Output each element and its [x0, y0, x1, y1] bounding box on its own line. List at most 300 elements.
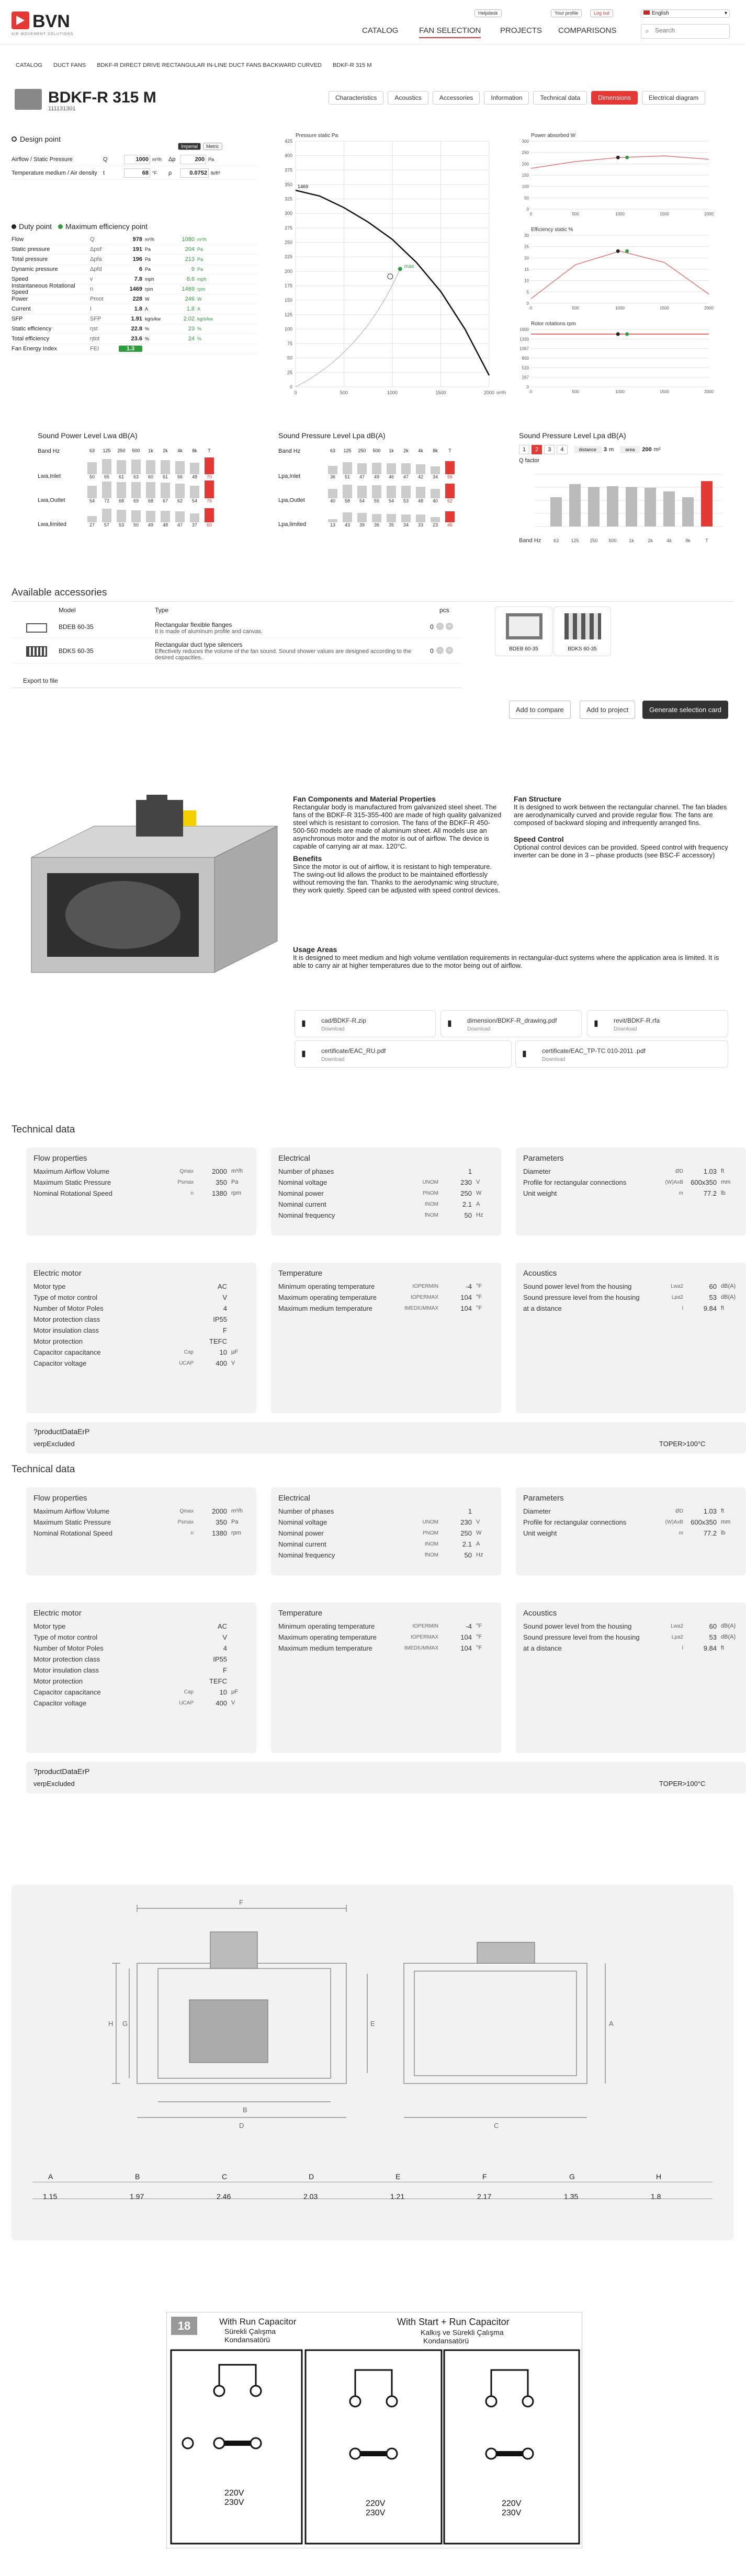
spec-symbol: Lwa2: [671, 1623, 683, 1629]
distance-input[interactable]: 3: [604, 446, 607, 453]
sound-bar: [387, 486, 396, 498]
x-tick-label: 1000: [615, 390, 625, 394]
spec-unit: ft: [721, 1305, 725, 1311]
sound-cell: [187, 513, 202, 528]
spec-row: [33, 1303, 249, 1314]
duty-symbol: v: [90, 276, 93, 282]
tab-acoustics[interactable]: Acoustics: [388, 91, 428, 105]
spec-value: F: [223, 1326, 227, 1334]
duty-value: 1.91: [131, 316, 142, 322]
sound-value: 55: [374, 498, 379, 503]
profile-button[interactable]: Your profile: [551, 9, 582, 17]
sound-value: 48: [417, 498, 423, 503]
sound-bar: [87, 486, 97, 498]
download-item[interactable]: [587, 1010, 728, 1037]
sound-bar: [117, 482, 126, 498]
sound-value: 46: [388, 474, 394, 479]
sound-bar: [131, 482, 141, 498]
duty-point-panel: [12, 222, 257, 354]
spec-value: 1.03: [703, 1167, 717, 1175]
sound-cell: [202, 480, 217, 503]
language-select[interactable]: [641, 9, 730, 18]
max-value: 8.6: [186, 276, 195, 282]
spec-symbol: (W)AxB: [665, 1180, 683, 1185]
y-tick-label: 125: [284, 312, 292, 317]
sound-value: 49: [148, 522, 153, 528]
spec-symbol: m: [679, 1530, 683, 1536]
sound-cell: [369, 463, 384, 479]
dimension-letter: B: [135, 2172, 140, 2181]
spec-symbol: ØD: [675, 1169, 683, 1174]
voltage-label: 220V: [502, 2499, 522, 2508]
sound-row-label: Lwa,limited: [38, 521, 67, 528]
y-tick-label: 425: [284, 139, 292, 144]
spec-value: V: [222, 1293, 227, 1301]
y-tick-label: 300: [284, 211, 292, 216]
accessory-thumb[interactable]: [495, 606, 552, 656]
spec-unit: A: [476, 1541, 480, 1547]
max-efficiency-point: [398, 267, 402, 271]
download-item[interactable]: [295, 1010, 436, 1037]
temperature-label: Temperature medium / Air density: [12, 169, 97, 176]
voltage-label: 220V: [224, 2489, 244, 2498]
spec-value: 50: [464, 1551, 472, 1559]
max-value: 9: [191, 266, 195, 272]
duty-table: [12, 235, 257, 354]
info-heading: Benefits: [293, 854, 322, 863]
temperature-input[interactable]: 68: [124, 168, 150, 178]
nav-fan-selection[interactable]: FAN SELECTION: [419, 26, 481, 38]
band-tick: 2k: [648, 538, 653, 543]
y-tick-label: 1333: [519, 337, 529, 342]
spec-row: [33, 1347, 249, 1358]
accessory-thumb[interactable]: [553, 606, 611, 656]
info-text: Since the motor is out of airflow, it is resistant to high temperature. The swing-out lid allows the product to be maintained effortlessly without removing the fan. Thanks to the aerodynamic wing structure, they work quietly. Speed can be adjusted with speed control devices.: [293, 863, 500, 894]
spec-unit: Pa: [231, 1519, 239, 1525]
x-tick-label: 500: [572, 212, 579, 216]
language-label: English: [652, 10, 669, 16]
sound-bar: [190, 513, 199, 522]
y-tick-label: 0: [289, 384, 292, 390]
spec-value: 600x350: [691, 1518, 717, 1526]
spec-value: 4: [223, 1304, 227, 1312]
spec-row: [523, 1166, 739, 1177]
tab-characteristics[interactable]: Characteristics: [329, 91, 383, 105]
sound-bar: [445, 511, 455, 522]
sound-pressure-panel: [278, 431, 467, 530]
duty-marker: [616, 249, 620, 253]
spec-unit: dB(A): [721, 1623, 736, 1629]
spec-symbol: Lwa2: [671, 1284, 683, 1289]
download-item[interactable]: [295, 1040, 512, 1068]
spec-unit: Hz: [476, 1212, 483, 1218]
band-col: 1k: [389, 448, 394, 453]
spec-label: Sound power level from the housing: [523, 1622, 632, 1630]
sound-row-label: Lwa,Inlet: [38, 473, 61, 479]
sound-value: 53: [118, 522, 124, 528]
sound-cell: [129, 460, 143, 479]
sound-bar: [190, 463, 199, 474]
max-value: 246: [185, 296, 195, 302]
duty-label: Instantaneous Rotational Speed: [12, 283, 75, 295]
spec-unit: rpm: [231, 1530, 241, 1536]
spec-label: Profile for rectangular connections: [523, 1178, 627, 1186]
spec-unit: [227, 1292, 249, 1303]
duty-row: [12, 294, 257, 304]
spec-row: [33, 1528, 249, 1539]
spec-unit: mm: [721, 1519, 731, 1525]
sound-value: 56: [177, 474, 183, 479]
plus-icon[interactable]: +: [446, 647, 453, 654]
sound-bar: [343, 485, 352, 498]
technical-data-title: Technical data: [12, 1124, 75, 1135]
spec-value: 9.84: [703, 1304, 717, 1312]
dimension-value: 1.8: [651, 2192, 661, 2201]
search-input[interactable]: [655, 27, 726, 34]
radio-icon[interactable]: [12, 136, 17, 142]
duty-unit: Pa: [145, 247, 151, 252]
add-to-project-button[interactable]: Add to project: [580, 701, 635, 719]
wiring-left-sub: Sürekli Çalışma: [224, 2327, 276, 2335]
col-pcs: pcs: [439, 606, 449, 614]
max-unit: rpm: [197, 287, 206, 292]
info-usage: [293, 945, 727, 969]
spec-label: Maximum medium temperature: [278, 1304, 372, 1312]
breadcrumb-catalog[interactable]: CATALOG: [16, 62, 42, 68]
sound-bar: [117, 460, 126, 474]
band-col: 1k: [148, 448, 153, 453]
spec-value: 250: [460, 1189, 472, 1197]
max-value: 23: [188, 326, 195, 332]
sound-bar: [357, 486, 367, 498]
spec-symbol: tMEDIUMMAX: [404, 1645, 438, 1651]
sound-bar: [357, 513, 367, 522]
logo-text: BVN: [32, 12, 70, 31]
info-right: [514, 795, 728, 859]
duty-unit: m³/h: [145, 237, 154, 242]
band-tick: 1k: [629, 538, 634, 543]
spec-unit: dB(A): [721, 1294, 736, 1300]
spec-label: Nominal current: [278, 1200, 326, 1208]
logout-button[interactable]: Log out: [590, 9, 613, 17]
nav-projects[interactable]: PROJECTS: [500, 26, 542, 35]
sound-value: 76: [206, 498, 212, 503]
spec-symbol: UCAP: [179, 1700, 194, 1706]
duty-unit: W: [145, 296, 150, 302]
voltage-label: 230V: [502, 2509, 522, 2517]
sound-value: 62: [447, 498, 453, 503]
sound-cell: [99, 482, 114, 503]
spec-value: 77.2: [703, 1529, 717, 1537]
spec-value: IP55: [213, 1315, 227, 1323]
silencer-image: [564, 613, 601, 639]
spec-label: Number of phases: [278, 1167, 334, 1175]
y-tick-label: 175: [284, 283, 292, 289]
sound-value: 40: [330, 498, 335, 503]
duty-row: [12, 255, 257, 265]
flange-image: [506, 613, 542, 639]
page-title: BDKF-R 315 M: [48, 89, 156, 106]
room-tab-2[interactable]: 2: [532, 445, 542, 454]
unit-metric-toggle[interactable]: Metric: [203, 143, 222, 150]
sound-value: 49: [374, 474, 379, 479]
max-marker: [625, 156, 629, 159]
tab-electrical-diagram[interactable]: Electrical diagram: [642, 91, 705, 105]
spec-label: at a distance: [523, 1644, 562, 1652]
y-tick-label: 267: [522, 375, 529, 380]
band-tick: 63: [553, 538, 559, 543]
sound-bar: [161, 511, 170, 522]
minus-icon[interactable]: −: [436, 647, 444, 654]
download-item[interactable]: [515, 1040, 728, 1068]
duty-symbol: SFP: [90, 316, 101, 322]
spec-label: Nominal Rotational Speed: [33, 1529, 113, 1537]
download-name: dimension/BDKF-R_drawing.pdf: [467, 1017, 557, 1024]
spec-label: Nominal voltage: [278, 1178, 327, 1186]
tab-dimensions[interactable]: Dimensions: [591, 91, 638, 105]
duty-unit: Pa: [145, 257, 151, 262]
sound-cell: [428, 466, 443, 479]
spec-label: Motor type: [33, 1622, 66, 1630]
spec-value: 53: [709, 1293, 717, 1301]
sound-cell: [369, 485, 384, 503]
spec-unit: V: [476, 1179, 480, 1185]
max-marker: [625, 333, 629, 336]
spec-value: 1.03: [703, 1507, 717, 1515]
nav-catalog[interactable]: CATALOG: [362, 26, 399, 35]
sound-bar: [131, 510, 141, 522]
spec-unit: Hz: [476, 1552, 483, 1558]
spec-label: Motor protection class: [33, 1315, 100, 1323]
sound-cell: [399, 486, 413, 503]
spec-row: [33, 1188, 249, 1199]
sound-bar: [161, 460, 170, 474]
spec-unit: °F: [476, 1294, 482, 1300]
spec-row: [278, 1643, 494, 1654]
band-col: 250: [358, 448, 366, 453]
spec-symbol: INOM: [424, 1541, 438, 1547]
distance-unit: m: [609, 446, 614, 453]
band-col: 4k: [177, 448, 183, 453]
spec-row: [33, 1336, 249, 1347]
y-tick-label: 225: [284, 254, 292, 260]
spec-value: 350: [216, 1518, 227, 1526]
sound-row-label: Lpa,Outlet: [278, 497, 305, 503]
erp-panel: [26, 1422, 746, 1453]
sound-bar: [102, 509, 111, 522]
spec-value: 230: [460, 1178, 472, 1186]
room-tab-1[interactable]: 1: [519, 445, 529, 454]
accessory-model: BDEB 60-35: [59, 623, 94, 631]
tab-accessories[interactable]: Accessories: [433, 91, 480, 105]
dimension-value: 1.97: [130, 2192, 144, 2201]
area-input[interactable]: 200: [642, 446, 652, 453]
sound-bar: [607, 486, 618, 526]
accessory-pcs[interactable]: 0: [430, 647, 434, 655]
spec-label: Motor protection: [33, 1337, 83, 1345]
y-tick-label: 1067: [519, 346, 529, 351]
spec-label: Sound pressure level from the housing: [523, 1293, 640, 1301]
spec-symbol: m: [679, 1190, 683, 1196]
spec-unit: µF: [231, 1349, 239, 1355]
static-pressure-input[interactable]: 200: [180, 155, 206, 164]
y-tick-label: 800: [522, 356, 529, 361]
spec-row: [278, 1199, 494, 1210]
duty-marker: [616, 156, 620, 159]
band-label: Band Hz: [38, 448, 60, 454]
logo-subtitle: AIR MOVEMENT SOLUTIONS: [12, 32, 74, 36]
sound-value: 33: [417, 522, 423, 528]
spec-value: 1: [468, 1167, 472, 1175]
file-icon: ▮: [301, 1049, 306, 1058]
spec-row: [33, 1325, 249, 1336]
max-unit: Pa: [197, 257, 204, 262]
info-text: Optional control devices can be provided. Speed control with frequency inverter can be done in 3 – phase products (see BSC-F accessory): [514, 843, 728, 859]
spec-value: 400: [216, 1359, 227, 1367]
spec-row: [278, 1621, 494, 1632]
duty-row: [12, 344, 257, 354]
sound-row: [278, 482, 467, 503]
info-left: [293, 795, 502, 898]
band-col: 500: [132, 448, 140, 453]
spec-label: Number of phases: [278, 1507, 334, 1515]
spec-symbol: Psmax: [177, 1519, 194, 1525]
nav-comparisons[interactable]: COMPARISONS: [558, 26, 617, 35]
y-tick-label: 10: [524, 278, 529, 283]
spec-value: 2.1: [462, 1540, 472, 1548]
density-input[interactable]: 0.0752: [180, 168, 209, 178]
spec-row: [33, 1643, 249, 1654]
y-tick-label: 150: [284, 297, 292, 303]
band-tick: 500: [608, 538, 617, 543]
sound-cell: [399, 463, 413, 479]
spec-row: [278, 1166, 494, 1177]
add-to-compare-button[interactable]: Add to compare: [509, 701, 571, 719]
tab-information[interactable]: Information: [484, 91, 529, 105]
sound-pressure-table: [278, 448, 467, 528]
sound-cell: [325, 519, 340, 528]
sound-bar: [387, 463, 396, 474]
unit-imperial-toggle[interactable]: Imperial: [178, 143, 201, 150]
sound-value: 67: [162, 498, 168, 503]
sound-bar: [401, 463, 411, 474]
sound-cell: [173, 484, 187, 503]
sound-row: [278, 506, 467, 528]
max-value: 204: [185, 246, 195, 253]
spec-unit: [227, 1654, 249, 1665]
wiring-right-title: With Start + Run Capacitor: [397, 2317, 510, 2327]
y-tick-label: 50: [524, 196, 529, 201]
helpdesk-button[interactable]: Helpdesk: [474, 9, 502, 17]
bvn-logo[interactable]: [12, 10, 90, 30]
spec-unit: rpm: [231, 1190, 241, 1196]
sound-value: 56: [447, 474, 453, 479]
plus-icon[interactable]: +: [446, 623, 453, 630]
spec-symbol: INOM: [424, 1201, 438, 1207]
airflow-label: Airflow / Static Pressure: [12, 156, 73, 163]
sound-value: 34: [432, 474, 438, 479]
spec-symbol: tOPERMIN: [412, 1284, 438, 1289]
spec-label: Capacitor voltage: [33, 1699, 87, 1707]
duty-row: [12, 314, 257, 324]
spec-panel: [26, 1602, 256, 1753]
max-unit: Pa: [197, 247, 204, 252]
sound-value: 57: [104, 522, 109, 528]
tab-technical-data[interactable]: Technical data: [533, 91, 587, 105]
dimension-value: 2.03: [303, 2192, 318, 2201]
spec-row: [33, 1698, 249, 1709]
erp-panel: [26, 1762, 746, 1793]
spec-label: Diameter: [523, 1167, 551, 1175]
duty-row: [12, 245, 257, 255]
sound-bar: [343, 512, 352, 522]
search-box[interactable]: [641, 24, 730, 39]
band-tick: 4k: [666, 538, 672, 543]
room-tab-4[interactable]: 4: [557, 445, 567, 454]
spec-label: Capacitor capacitance: [33, 1348, 101, 1356]
x-tick-label: 0: [294, 390, 297, 395]
spec-label: Number of Motor Poles: [33, 1304, 104, 1312]
y-tick-label: 200: [522, 162, 529, 167]
download-label: Download: [321, 1057, 345, 1062]
x-tick-label: 1000: [615, 306, 625, 311]
spec-symbol: l: [682, 1306, 683, 1311]
room-tab-3[interactable]: 3: [544, 445, 555, 454]
sound-value: 54: [191, 498, 197, 503]
duty-label: Power: [12, 296, 28, 302]
download-name: certificate/EAC_TP-TC 010-2011 .pdf: [542, 1047, 646, 1055]
dim-label-d: D: [239, 2122, 244, 2130]
airflow-input[interactable]: 1000: [124, 155, 150, 164]
sound-bar: [431, 466, 440, 474]
duty-value: 23.6: [131, 336, 142, 342]
spec-unit: V: [476, 1519, 480, 1525]
accessory-pcs[interactable]: 0: [430, 623, 434, 631]
spec-label: Type of motor control: [33, 1293, 98, 1301]
accessories-title: Available accessories: [12, 587, 107, 598]
spec-row: [523, 1188, 739, 1199]
export-link[interactable]: Export to file: [23, 677, 58, 684]
product-tabs: [329, 91, 705, 105]
accessory-type: Rectangular flexible flanges: [155, 621, 232, 628]
dim-label-a: A: [609, 2020, 614, 2028]
band-label: Band Hz: [278, 448, 301, 454]
accessory-row: [12, 639, 461, 664]
sound-value: 35: [388, 522, 394, 528]
y-tick-label: 50: [287, 355, 292, 361]
breadcrumb-duct-fans[interactable]: DUCT FANS: [53, 62, 86, 68]
info-heading: Fan Components and Material Properties: [293, 795, 436, 803]
generate-card-button[interactable]: Generate selection card: [642, 701, 728, 719]
duty-row: [12, 284, 257, 294]
sound-cell: [129, 510, 143, 528]
sound-pressure-title: Sound Pressure Level Lpa dB(A): [278, 431, 386, 440]
spec-row: [278, 1303, 494, 1314]
duty-label: Current: [12, 306, 31, 312]
dim-label-f: F: [239, 1898, 243, 1906]
spec-unit: [227, 1621, 249, 1632]
x-tick-label: 1500: [660, 212, 669, 216]
dimension-value: 2.17: [477, 2192, 492, 2201]
download-item[interactable]: [440, 1010, 582, 1037]
minus-icon[interactable]: −: [436, 623, 444, 630]
file-icon: ▮: [301, 1019, 306, 1028]
duty-row: [12, 334, 257, 344]
x-tick-label: 1500: [660, 306, 669, 311]
sound-cell: [187, 486, 202, 503]
breadcrumb-family[interactable]: BDKF-R DIRECT DRIVE RECTANGULAR IN-LINE DUCT FANS BACKWARD CURVED: [97, 62, 322, 68]
spec-symbol: Qmax: [179, 1508, 194, 1514]
